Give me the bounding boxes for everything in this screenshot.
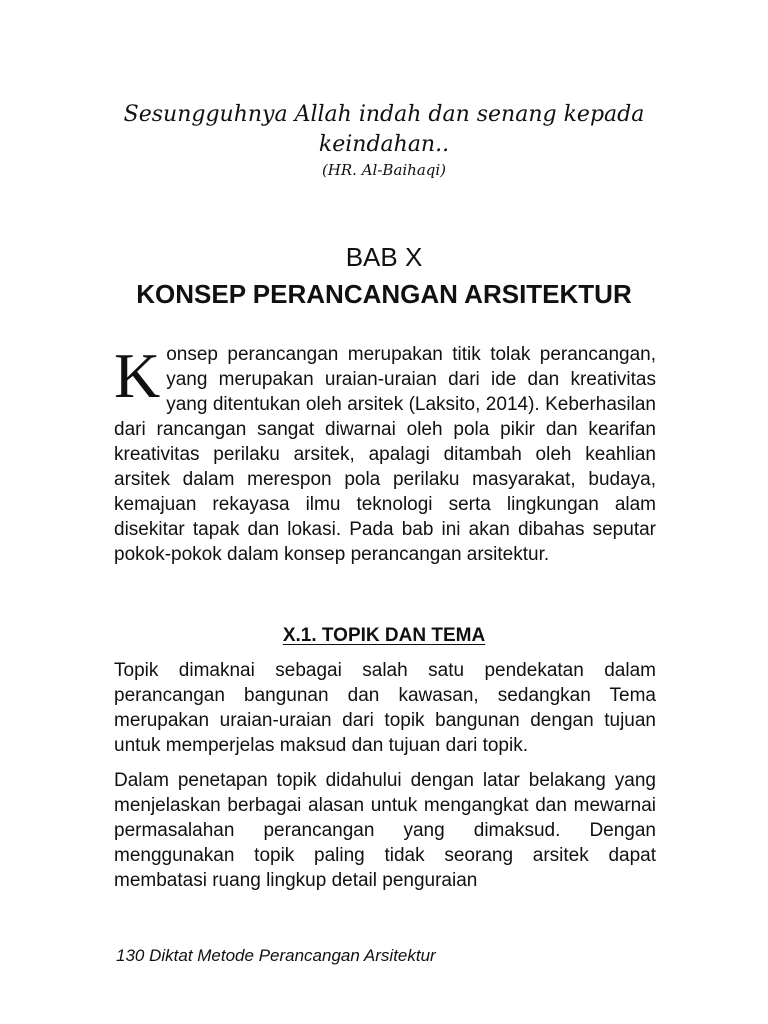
chapter-title: KONSEP PERANCANGAN ARSITEKTUR (136, 279, 632, 309)
epigraph-source: (HR. Al-Baihaqi) (321, 161, 447, 179)
intro-paragraph-text (114, 342, 656, 567)
section-paragraph: Topik dimaknai sebagai salah satu pendekatan dalam perancangan bangunan dan kawasan, sedangkan Tema merupakan uraian-uraian dari topik bangunan dengan tujuan untuk memperjelas maksud dan tujuan dari topik. (114, 660, 656, 756)
intro-paragraph (114, 342, 656, 567)
intro-text: onsep perancangan merupakan titik tolak perancangan, yang merupakan uraian-uraian dari ide dan kreativitas yang ditentukan oleh arsitek (Laksito, 2014). Keberhasilan dari rancangan sangat diwarnai oleh pola pikir dan kearifan kreativitas perilaku arsitek, apalagi ditambah oleh keahlian arsitek dalam merespon pola perilaku masyarakat, budaya, kemajuan rekayasa ilmu teknologi serta lingkungan alam disekitar tapak dan lokasi. Pada bab ini akan dibahas seputar pokok-pokok dalam konsep perancangan arsitektur. (114, 344, 656, 565)
section-heading (0, 623, 768, 649)
epigraph (100, 100, 668, 180)
page-footer: 130 Diktat Metode Perancangan Arsitektur (116, 946, 436, 965)
drop-cap: K (114, 340, 161, 411)
section-body (114, 658, 656, 893)
section-heading-text: X.1. TOPIK DAN TEMA (282, 625, 486, 646)
epigraph-quote: Sesungguhnya Allah indah dan senang kepada keindahan.. (123, 102, 645, 157)
section-paragraph: Dalam penetapan topik didahului dengan latar belakang yang menjelaskan berbagai alasan untuk mengangkat dan mewarnai permasalahan perancangan yang dimaksud. Dengan menggunakan topik paling tidak seorang arsitek dapat membatasi ruang lingkup detail penguraian (114, 770, 656, 891)
chapter-number: BAB X (345, 242, 423, 272)
chapter-header (0, 240, 768, 312)
